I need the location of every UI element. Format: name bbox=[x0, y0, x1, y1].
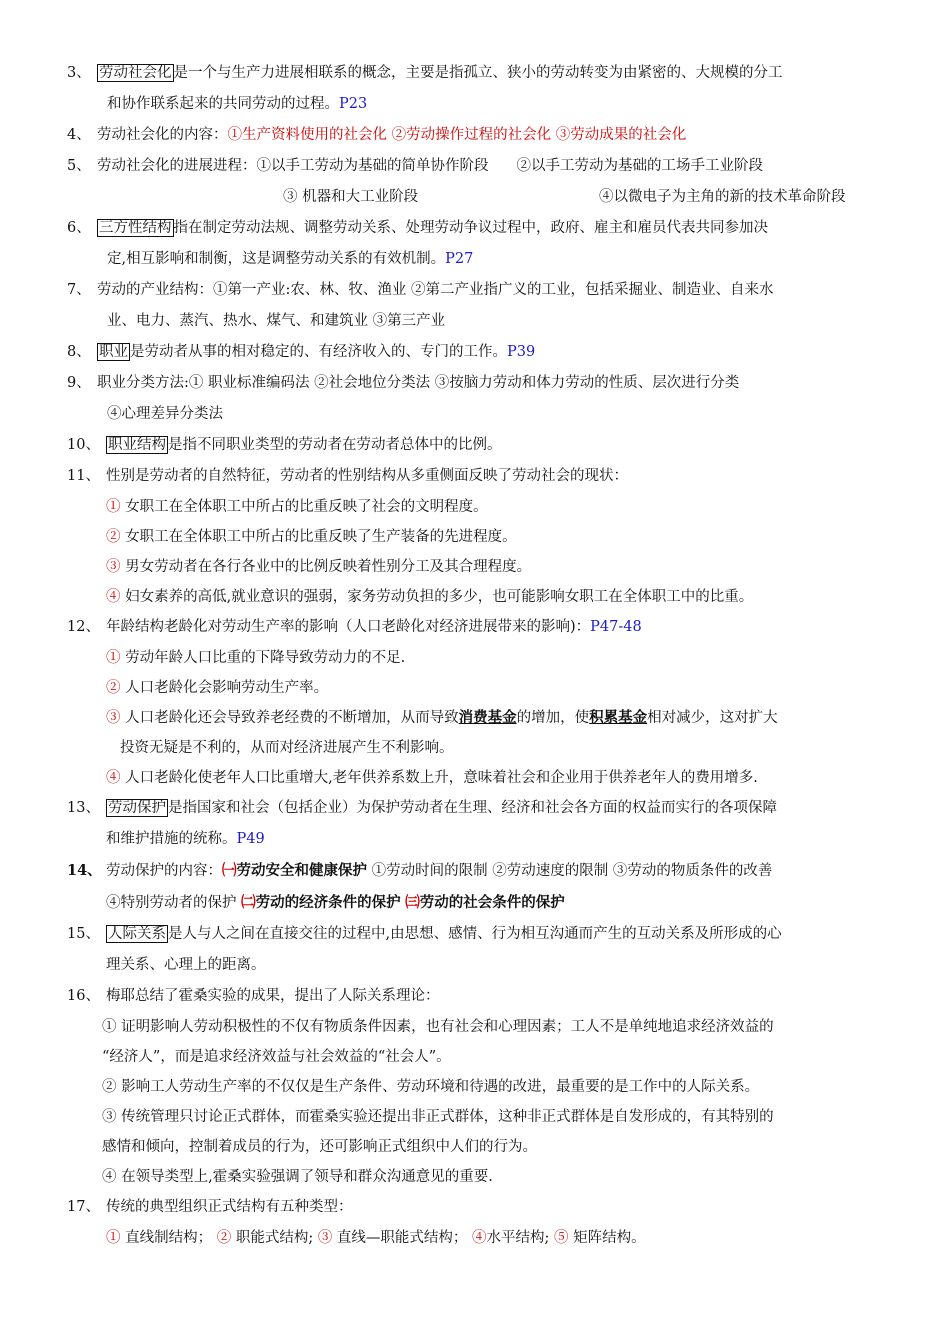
circle-marker: ① bbox=[106, 650, 121, 666]
item-text: 年龄结构老龄化对劳动生产率的影响（人口老龄化对经济进展带来的影响)： bbox=[106, 619, 591, 635]
list-item bbox=[0, 522, 950, 552]
item-8 bbox=[0, 337, 950, 368]
item-lead: 劳动社会化的进展进程：①以手工劳动为基础的简单协作阶段 bbox=[97, 158, 489, 174]
term-box: 劳动保护 bbox=[108, 800, 166, 816]
item-text: 劳动的产业结构：①第一产业:农、林、牧、渔业 ②第二产业指广义的工业，包括采掘业、制造业、自来水 bbox=[97, 282, 774, 298]
item-number: 8、 bbox=[67, 344, 91, 360]
term-box: 三方性结构 bbox=[99, 220, 172, 236]
list-item-text: 人口老龄化会影响劳动生产率。 bbox=[120, 680, 329, 696]
item-number: 4、 bbox=[67, 127, 91, 143]
list-item-text: ④ 在领导类型上,霍桑实验强调了领导和群众沟通意见的重要. bbox=[102, 1169, 493, 1185]
item-12 bbox=[0, 612, 950, 643]
structure-type-text: 职能式结构; bbox=[231, 1230, 314, 1246]
list-item bbox=[0, 1012, 950, 1072]
section-marker-1: ㈠ bbox=[222, 862, 237, 879]
item-text: 是人与人之间在直接交往的过程中,由思想、感情、行为相互沟通而产生的互动关系及所形成的心 bbox=[168, 926, 782, 942]
list-item-continuation: 投资无疑是不利的，从而对经济进展产生不利影响。 bbox=[120, 740, 454, 756]
structure-type-4 bbox=[472, 1230, 549, 1246]
item-text: 是指不同职业类型的劳动者在劳动者总体中的比例。 bbox=[168, 437, 502, 453]
structure-type-text: 水平结构; bbox=[486, 1230, 550, 1246]
item-number: 15、 bbox=[67, 926, 100, 942]
list-item-text: 相对减少，这对扩大 bbox=[647, 710, 778, 726]
structure-type-2 bbox=[217, 1230, 314, 1246]
item-number: 14、 bbox=[67, 862, 102, 879]
list-item-text: 劳动年龄人口比重的下降导致劳动力的不足. bbox=[120, 650, 406, 666]
structure-type-5 bbox=[554, 1230, 646, 1246]
list-item bbox=[0, 673, 950, 703]
circle-marker: ② bbox=[106, 680, 121, 696]
item-7 bbox=[0, 275, 950, 337]
item-continuation: 和协作联系起来的共同劳动的过程。 bbox=[107, 96, 339, 112]
term-box: 职业结构 bbox=[108, 437, 166, 453]
stage-2: ②以手工劳动为基础的工场手工业阶段 bbox=[516, 158, 763, 174]
list-item-continuation: “经济人”，而是追求经济效益与社会效益的“社会人”。 bbox=[102, 1049, 451, 1065]
document-page bbox=[0, 58, 950, 1253]
item-number: 10、 bbox=[67, 437, 100, 453]
item-number: 3、 bbox=[67, 65, 91, 81]
item-number: 13、 bbox=[67, 800, 100, 816]
list-item bbox=[0, 1162, 950, 1192]
circle-marker: ⑤ bbox=[554, 1230, 569, 1246]
keyword-consumption-fund: 消费基金 bbox=[458, 709, 517, 726]
circle-marker: ① bbox=[106, 499, 121, 515]
section-heading-2: 劳动的经济条件的保护 bbox=[255, 894, 401, 911]
item-13 bbox=[0, 793, 950, 855]
list-item-text: 妇女素养的高低,就业意识的强弱，家务劳动负担的多少，也可能影响女职工在全体职工中的比重。 bbox=[120, 589, 754, 605]
list-item bbox=[0, 552, 950, 582]
circle-marker: ③ bbox=[106, 559, 121, 575]
item-15 bbox=[0, 919, 950, 981]
structure-type-text: 直线制结构； bbox=[120, 1230, 213, 1246]
item-text: ①劳动时间的限制 ②劳动速度的限制 ③劳动的物质条件的改善 bbox=[367, 863, 773, 879]
item-14 bbox=[0, 855, 950, 919]
item-6 bbox=[0, 213, 950, 275]
item-text: 职业分类方法:① 职业标准编码法 ②社会地位分类法 ③按脑力劳动和体力劳动的性质、层次进行分类 bbox=[97, 375, 740, 391]
item-continuation: ④心理差异分类法 bbox=[107, 406, 223, 422]
term-box: 职业 bbox=[99, 344, 128, 360]
list-item-text: 女职工在全体职工中所占的比重反映了生产装备的先进程度。 bbox=[120, 529, 517, 545]
item-17 bbox=[0, 1192, 950, 1223]
item-9 bbox=[0, 368, 950, 430]
content-1: ①生产资料使用的社会化 bbox=[227, 127, 387, 143]
list-item-text: 的增加，使 bbox=[516, 710, 590, 726]
item-continuation: 定,相互影响和制衡，这是调整劳动关系的有效机制。 bbox=[107, 251, 446, 267]
list-item-text: 女职工在全体职工中所占的比重反映了社会的文明程度。 bbox=[120, 499, 488, 515]
list-item-text: 男女劳动者在各行各业中的比例反映着性别分工及其合理程度。 bbox=[120, 559, 532, 575]
item-text: 是指国家和社会（包括企业）为保护劳动者在生理、经济和社会各方面的权益而实行的各项保障 bbox=[168, 800, 777, 816]
item-11 bbox=[0, 461, 950, 492]
circle-marker: ④ bbox=[106, 589, 121, 605]
item-continuation: 理关系、心理上的距离。 bbox=[106, 957, 266, 973]
item-number: 12、 bbox=[67, 619, 100, 635]
circle-marker: ③ bbox=[106, 710, 121, 726]
list-item bbox=[0, 582, 950, 612]
item-number: 6、 bbox=[67, 220, 91, 236]
list-item-text: ③ 传统管理只讨论正式群体，而霍桑实验还提出非正式群体，这种非正式群体是自发形成的，有其特别的 bbox=[102, 1109, 774, 1125]
circle-marker: ③ bbox=[317, 1230, 333, 1246]
stage-4: ④以微电子为主角的新的技术革命阶段 bbox=[599, 189, 846, 205]
item-number: 17、 bbox=[67, 1199, 100, 1215]
item-number: 5、 bbox=[67, 158, 91, 174]
page-reference: P23 bbox=[339, 96, 368, 112]
list-item bbox=[0, 643, 950, 673]
circle-marker: ④ bbox=[472, 1230, 487, 1246]
item-5 bbox=[0, 151, 950, 213]
list-item bbox=[0, 763, 950, 793]
item-continuation: ④特别劳动者的保护 bbox=[106, 895, 242, 911]
item-lead: 劳动社会化的内容： bbox=[97, 127, 228, 143]
item-text: 是劳动者从事的相对稳定的、有经济收入的、专门的工作。 bbox=[130, 344, 507, 360]
item-text: 梅耶总结了霍桑实验的成果，提出了人际关系理论： bbox=[106, 988, 440, 1004]
list-item bbox=[0, 1102, 950, 1162]
list-item bbox=[0, 703, 950, 763]
page-reference: P39 bbox=[507, 344, 536, 360]
item-16 bbox=[0, 981, 950, 1012]
circle-marker: ④ bbox=[106, 770, 121, 786]
circle-marker: ① bbox=[106, 1230, 121, 1246]
item-lead: 劳动保护的内容： bbox=[106, 863, 222, 879]
keyword-accumulation-fund: 积累基金 bbox=[589, 709, 648, 726]
list-item bbox=[0, 492, 950, 522]
page-reference: P47-48 bbox=[590, 619, 642, 635]
list-item-continuation: 感情和倾向，控制着成员的行为，还可影响正式组织中人们的行为。 bbox=[102, 1139, 537, 1155]
circle-marker: ② bbox=[216, 1230, 232, 1246]
circle-marker: ② bbox=[106, 529, 121, 545]
page-reference: P49 bbox=[236, 831, 265, 847]
structure-type-text: 矩阵结构。 bbox=[568, 1230, 646, 1246]
term-box: 劳动社会化 bbox=[99, 65, 172, 81]
item-4 bbox=[0, 120, 950, 151]
content-3: ③劳动成果的社会化 bbox=[555, 127, 687, 143]
list-item-text: 人口老龄化使老年人口比重增大,老年供养系数上升，意味着社会和企业用于供养老年人的费用增多. bbox=[120, 770, 758, 786]
item-number: 16、 bbox=[67, 988, 100, 1004]
section-marker-2: ㈡ bbox=[241, 894, 256, 911]
structure-type-1 bbox=[106, 1230, 212, 1246]
list-item-text: 人口老龄化还会导致养老经费的不断增加，从而导致 bbox=[120, 710, 459, 726]
item-continuation: 业、电力、蒸汽、热水、煤气、和建筑业 ③第三产业 bbox=[107, 313, 446, 329]
item-3 bbox=[0, 58, 950, 120]
structure-type-text: 直线—职能式结构； bbox=[332, 1230, 468, 1246]
section-marker-3: ㈢ bbox=[405, 894, 420, 911]
stage-3: ③ 机器和大工业阶段 bbox=[283, 189, 419, 205]
item-number: 7、 bbox=[67, 282, 91, 298]
section-heading-1: 劳动安全和健康保护 bbox=[236, 862, 367, 879]
structure-types-line bbox=[0, 1223, 950, 1253]
structure-type-3 bbox=[318, 1230, 468, 1246]
section-heading-3: 劳动的社会条件的保护 bbox=[419, 894, 565, 911]
item-10 bbox=[0, 430, 950, 461]
item-text: 传统的典型组织正式结构有五种类型： bbox=[106, 1199, 353, 1215]
item-number: 11、 bbox=[67, 468, 100, 484]
item-continuation: 和维护措施的统称。 bbox=[106, 831, 237, 847]
item-text: 是一个与生产力进展相联系的概念，主要是指孤立、狭小的劳动转变为由紧密的、大规模的分工 bbox=[173, 65, 783, 81]
list-item bbox=[0, 1072, 950, 1102]
content-2: ②劳动操作过程的社会化 bbox=[391, 127, 552, 143]
list-item-text: ② 影响工人劳动生产率的不仅仅是生产条件、劳动环境和待遇的改进，最重要的是工作中的人际关系。 bbox=[102, 1079, 760, 1095]
list-item-text: ① 证明影响人劳动积极性的不仅有物质条件因素，也有社会和心理因素；工人不是单纯地追求经济效益的 bbox=[102, 1019, 774, 1035]
item-text: 指在制定劳动法规、调整劳动关系、处理劳动争议过程中，政府、雇主和雇员代表共同参加决 bbox=[173, 220, 768, 236]
item-number: 9、 bbox=[67, 375, 91, 391]
term-box: 人际关系 bbox=[108, 926, 166, 942]
item-text: 性别是劳动者的自然特征，劳动者的性别结构从多重侧面反映了劳动社会的现状： bbox=[106, 468, 628, 484]
page-reference: P27 bbox=[445, 251, 474, 267]
